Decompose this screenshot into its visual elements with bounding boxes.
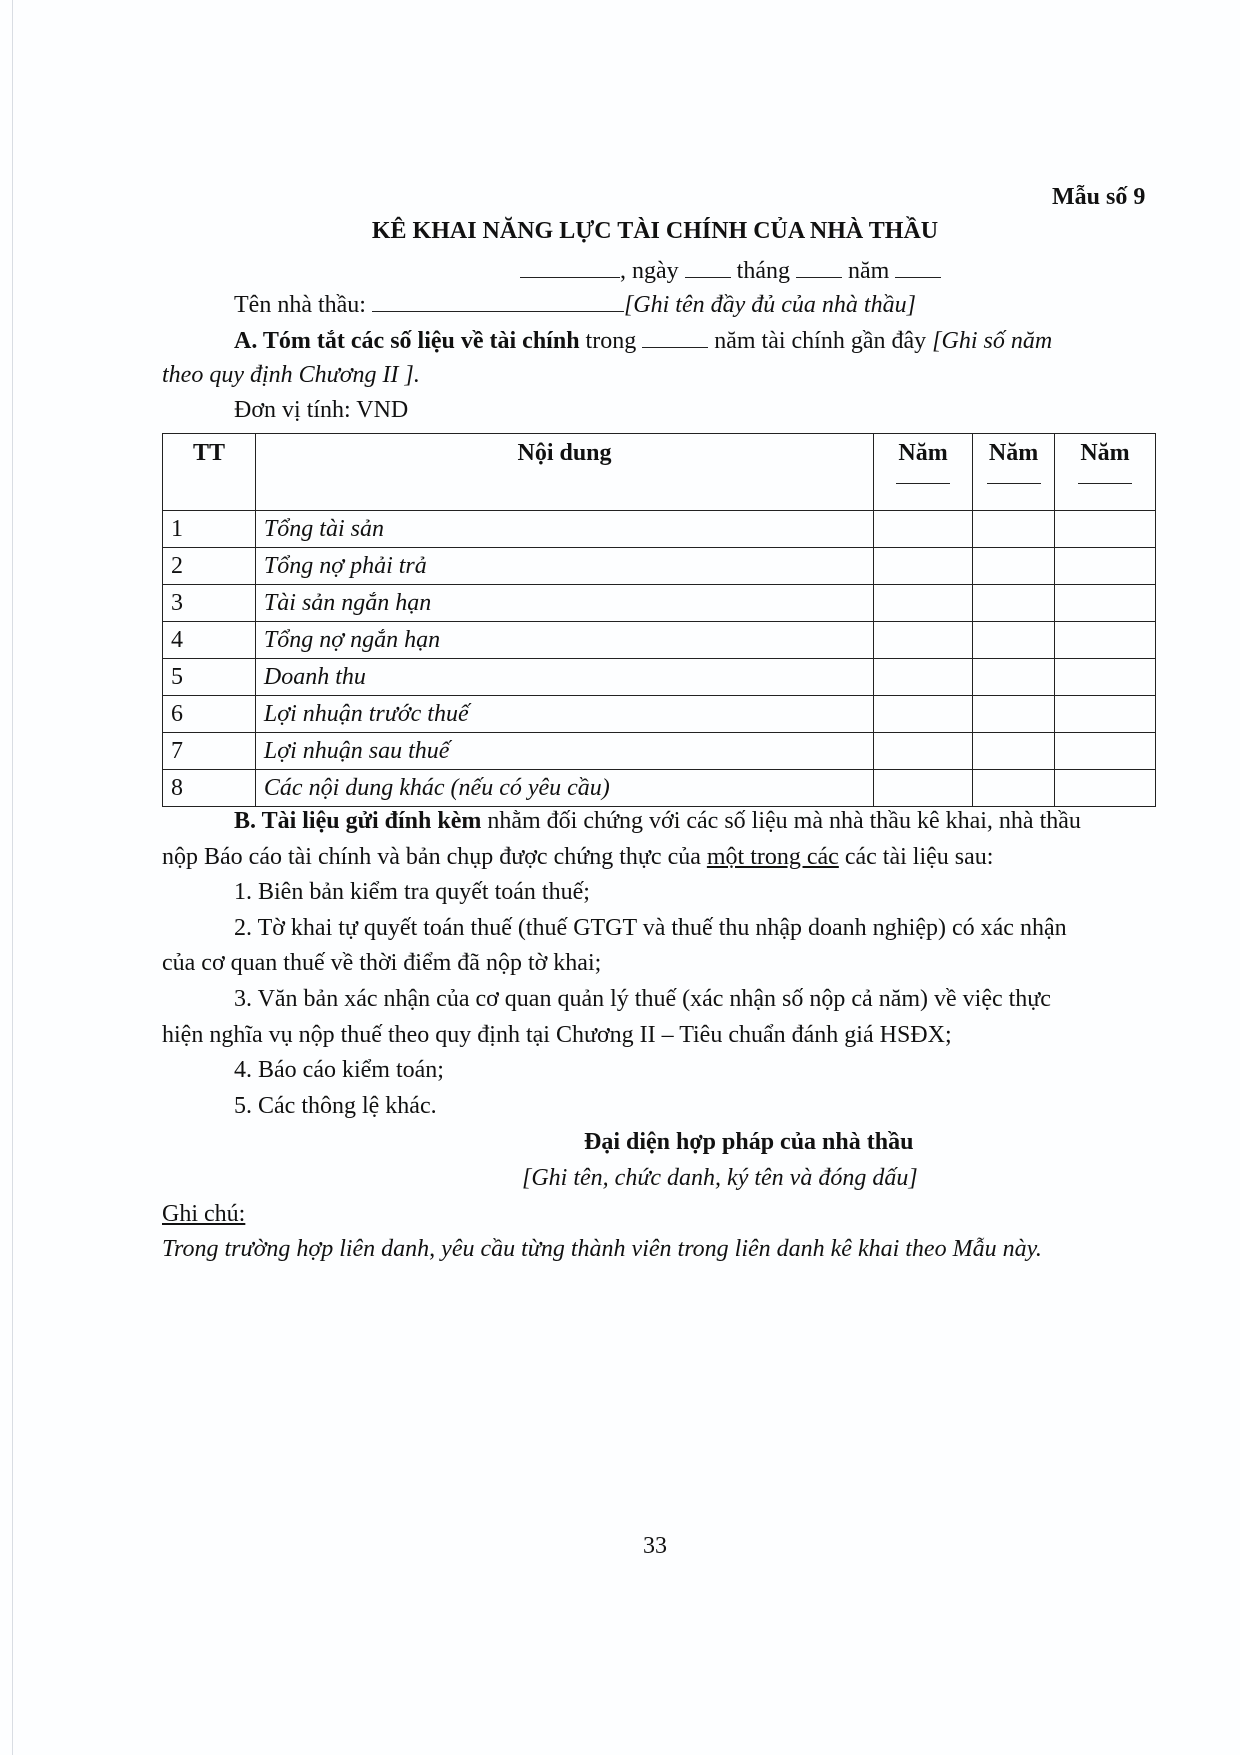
section-b-line-2 <box>162 842 993 872</box>
row-tt: 2 <box>163 548 256 585</box>
row-tt: 7 <box>163 733 256 770</box>
contractor-blank <box>372 289 624 312</box>
row-tt: 1 <box>163 511 256 548</box>
list-item: 5. Các thông lệ khác. <box>234 1093 437 1119</box>
table-row <box>163 659 1156 696</box>
row-content: Các nội dung khác (nếu có yêu cầu) <box>255 770 873 807</box>
header-year-1: Năm <box>874 434 973 511</box>
cell-year-3[interactable] <box>1055 511 1156 548</box>
row-content: Tổng tài sản <box>255 511 873 548</box>
cell-year-2[interactable] <box>973 511 1055 548</box>
year-2-blank <box>987 483 1041 484</box>
cell-year-1[interactable] <box>874 770 973 807</box>
cell-year-1[interactable] <box>874 585 973 622</box>
unit-line: Đơn vị tính: VND <box>234 397 409 423</box>
header-content: Nội dung <box>255 434 873 511</box>
cell-year-3[interactable] <box>1055 585 1156 622</box>
table-row <box>163 696 1156 733</box>
cell-year-3[interactable] <box>1055 733 1156 770</box>
table-row <box>163 770 1156 807</box>
cell-year-3[interactable] <box>1055 770 1156 807</box>
header-year-3: Năm <box>1055 434 1156 511</box>
row-content: Lợi nhuận trước thuế <box>255 696 873 733</box>
list-item: 2. Tờ khai tự quyết toán thuế (thuế GTGT và thuế thu nhập doanh nghiệp) có xác nhận <box>234 915 1067 941</box>
row-tt: 3 <box>163 585 256 622</box>
row-content: Tổng nợ ngắn hạn <box>255 622 873 659</box>
financial-table <box>162 433 1156 807</box>
cell-year-1[interactable] <box>874 511 973 548</box>
contractor-hint: [Ghi tên đầy đủ của nhà thầu] <box>623 292 916 318</box>
section-b-text-2b: các tài liệu sau: <box>844 844 994 870</box>
form-number: Mẫu số 9 <box>1052 184 1146 210</box>
section-a-hint-2: theo quy định Chương II ]. <box>162 362 420 388</box>
section-b-text-2a: nộp Báo cáo tài chính và bản chụp được chứng thực của <box>162 844 701 870</box>
note-text: Trong trường hợp liên danh, yêu cầu từng thành viên trong liên danh kê khai theo Mẫu này. <box>162 1236 1042 1262</box>
list-item: 4. Báo cáo kiểm toán; <box>234 1057 444 1083</box>
signature-hint: [Ghi tên, chức danh, ký tên và đóng dấu] <box>522 1165 918 1191</box>
years-count-blank <box>642 325 708 348</box>
row-tt: 5 <box>163 659 256 696</box>
place-blank <box>520 255 620 278</box>
header-tt: TT <box>163 434 256 511</box>
cell-year-3[interactable] <box>1055 548 1156 585</box>
page-title: KÊ KHAI NĂNG LỰC TÀI CHÍNH CỦA NHÀ THẦU <box>371 218 939 244</box>
list-item: 1. Biên bản kiểm tra quyết toán thuế; <box>234 879 590 905</box>
year-3-blank <box>1078 483 1132 484</box>
scan-edge-line <box>12 0 13 1755</box>
section-a-text-2: năm tài chính gần đây <box>714 328 927 354</box>
signature-title: Đại diện hợp pháp của nhà thầu <box>584 1129 914 1155</box>
section-b-line-1 <box>234 806 1081 836</box>
cell-year-2[interactable] <box>973 622 1055 659</box>
row-content: Lợi nhuận sau thuế <box>255 733 873 770</box>
row-tt: 8 <box>163 770 256 807</box>
contractor-label: Tên nhà thầu: <box>234 292 366 318</box>
cell-year-1[interactable] <box>874 696 973 733</box>
cell-year-1[interactable] <box>874 733 973 770</box>
header-year-2: Năm <box>973 434 1055 511</box>
section-b-underlined: một trong các <box>706 844 839 870</box>
table-header-row <box>163 434 1156 511</box>
section-a-text-1: trong <box>585 328 637 354</box>
list-item-continuation: của cơ quan thuế về thời điểm đã nộp tờ khai; <box>162 950 602 976</box>
table-row <box>163 733 1156 770</box>
page-number: 33 <box>643 1533 667 1559</box>
cell-year-2[interactable] <box>973 585 1055 622</box>
day-label: , ngày <box>620 258 679 284</box>
year-label: năm <box>847 258 890 284</box>
cell-year-1[interactable] <box>874 622 973 659</box>
cell-year-2[interactable] <box>973 733 1055 770</box>
section-b-text-1: nhằm đối chứng với các số liệu mà nhà thầu kê khai, nhà thầu <box>487 808 1081 834</box>
table-row <box>163 511 1156 548</box>
cell-year-3[interactable] <box>1055 696 1156 733</box>
cell-year-3[interactable] <box>1055 659 1156 696</box>
section-a-heading: A. Tóm tắt các số liệu về tài chính <box>234 328 580 354</box>
section-a-hint-1: [Ghi số năm <box>932 328 1053 354</box>
cell-year-2[interactable] <box>973 696 1055 733</box>
year-1-blank <box>896 483 950 484</box>
row-content: Doanh thu <box>255 659 873 696</box>
cell-year-2[interactable] <box>973 659 1055 696</box>
list-item: 3. Văn bản xác nhận của cơ quan quản lý thuế (xác nhận số nộp cả năm) về việc thực <box>234 986 1051 1012</box>
year-blank <box>895 255 941 278</box>
table-row <box>163 548 1156 585</box>
table-row <box>163 585 1156 622</box>
row-content: Tài sản ngắn hạn <box>255 585 873 622</box>
month-blank <box>796 255 842 278</box>
cell-year-2[interactable] <box>973 770 1055 807</box>
month-label: tháng <box>736 258 790 284</box>
contractor-line <box>234 289 916 320</box>
list-item-continuation: hiện nghĩa vụ nộp thuế theo quy định tại Chương II – Tiêu chuẩn đánh giá HSĐX; <box>162 1022 952 1048</box>
section-b-heading: B. Tài liệu gửi đính kèm <box>234 808 482 834</box>
row-tt: 6 <box>163 696 256 733</box>
day-blank <box>685 255 731 278</box>
cell-year-1[interactable] <box>874 548 973 585</box>
date-line <box>520 255 941 286</box>
cell-year-2[interactable] <box>973 548 1055 585</box>
cell-year-1[interactable] <box>874 659 973 696</box>
note-label: Ghi chú: <box>162 1201 246 1227</box>
cell-year-3[interactable] <box>1055 622 1156 659</box>
section-a-line <box>234 325 1052 356</box>
row-tt: 4 <box>163 622 256 659</box>
row-content: Tổng nợ phải trả <box>255 548 873 585</box>
table-row <box>163 622 1156 659</box>
